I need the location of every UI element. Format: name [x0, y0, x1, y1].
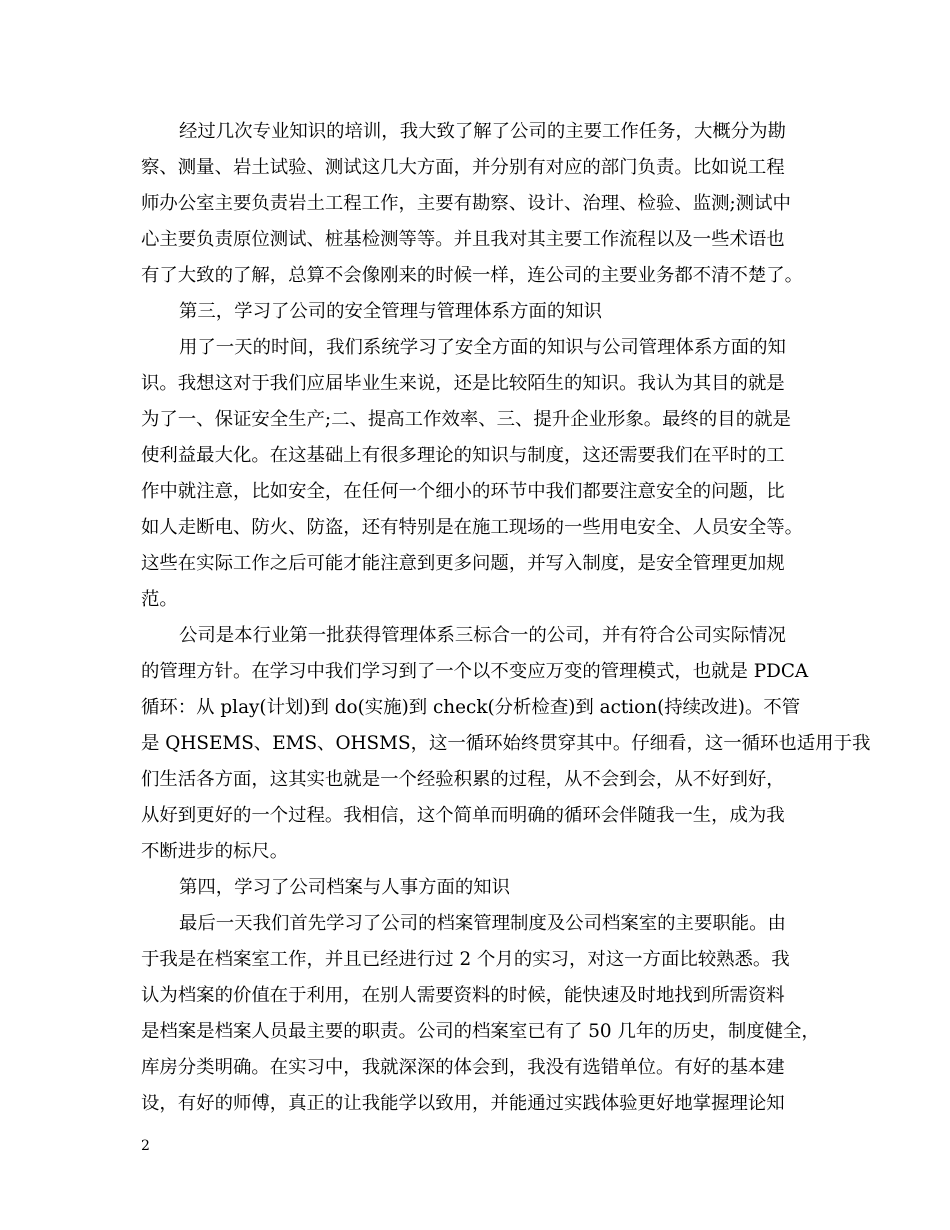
paragraph-line: 从好到更好的一个过程。我相信，这个简单而明确的循环会伴随我一生，成为我 [141, 805, 785, 826]
section-heading: 第三，学习了公司的安全管理与管理体系方面的知识 [179, 301, 602, 322]
paragraph-line: 最后一天我们首先学习了公司的档案管理制度及公司档案室的主要职能。由 [179, 913, 786, 934]
paragraph-line: 设，有好的师傅，真正的让我能学以致用，并能通过实践体验更好地掌握理论知 [141, 1093, 785, 1114]
paragraph-line: 公司是本行业第一批获得管理体系三标合一的公司，并有符合公司实际情况 [179, 625, 786, 646]
section-heading: 第四，学习了公司档案与人事方面的知识 [179, 877, 511, 898]
paragraph-line: 如人走断电、防火、防盗，还有特别是在施工现场的一些用电安全、人员安全等。 [141, 517, 804, 538]
paragraph-line: 用了一天的时间，我们系统学习了安全方面的知识与公司管理体系方面的知 [179, 337, 786, 358]
paragraph-line: 察、测量、岩土试验、测试这几大方面，并分别有对应的部门负责。比如说工程 [141, 157, 785, 178]
paragraph-line: 这些在实际工作之后可能才能注意到更多问题，并写入制度，是安全管理更加规 [141, 553, 785, 574]
paragraph-line: 们生活各方面，这其实也就是一个经验积累的过程，从不会到会，从不好到好， [141, 769, 785, 790]
paragraph-line: 作中就注意，比如安全，在任何一个细小的环节中我们都要注意安全的问题，比 [141, 481, 785, 502]
paragraph-line: 经过几次专业知识的培训，我大致了解了公司的主要工作任务，大概分为勘 [179, 121, 786, 142]
paragraph-line: 是档案是档案人员最主要的职责。公司的档案室已有了 50 几年的历史，制度健全， [141, 1021, 820, 1042]
paragraph-line: 是 QHSEMS、EMS、OHSMS，这一循环始终贯穿其中。仔细看，这一循环也适用于我 [141, 733, 871, 754]
paragraph-line: 范。 [141, 589, 178, 610]
paragraph-line: 为了一、保证安全生产;二、提高工作效率、三、提升企业形象。最终的目的就是 [141, 409, 791, 430]
paragraph-line: 库房分类明确。在实习中，我就深深的体会到，我没有选错单位。有好的基本建 [141, 1057, 785, 1078]
paragraph-line: 识。我想这对于我们应届毕业生来说，还是比较陌生的知识。我认为其目的就是 [141, 373, 785, 394]
paragraph-line: 循环：从 play(计划)到 do(实施)到 check(分析检查)到 action(持续改进)。不管 [141, 697, 801, 718]
paragraph-line: 于我是在档案室工作，并且已经进行过 2 个月的实习，对这一方面比较熟悉。我 [141, 949, 790, 970]
paragraph-line: 师办公室主要负责岩土工程工作，主要有勘察、设计、治理、检验、监测;测试中 [141, 193, 791, 214]
paragraph-line: 的管理方针。在学习中我们学习到了一个以不变应万变的管理模式，也就是 PDCA [141, 661, 809, 682]
paragraph-line: 有了大致的了解，总算不会像刚来的时候一样，连公司的主要业务都不清不楚了。 [141, 265, 804, 286]
paragraph-line: 使利益最大化。在这基础上有很多理论的知识与制度，这还需要我们在平时的工 [141, 445, 785, 466]
paragraph-line: 心主要负责原位测试、桩基检测等等。并且我对其主要工作流程以及一些术语也 [141, 229, 785, 250]
page-number: 2 [141, 1138, 150, 1154]
body-text [141, 114, 871, 1122]
paragraph-line: 认为档案的价值在于利用，在别人需要资料的时候，能快速及时地找到所需资料 [141, 985, 785, 1006]
paragraph-line: 不断进步的标尺。 [141, 841, 289, 862]
